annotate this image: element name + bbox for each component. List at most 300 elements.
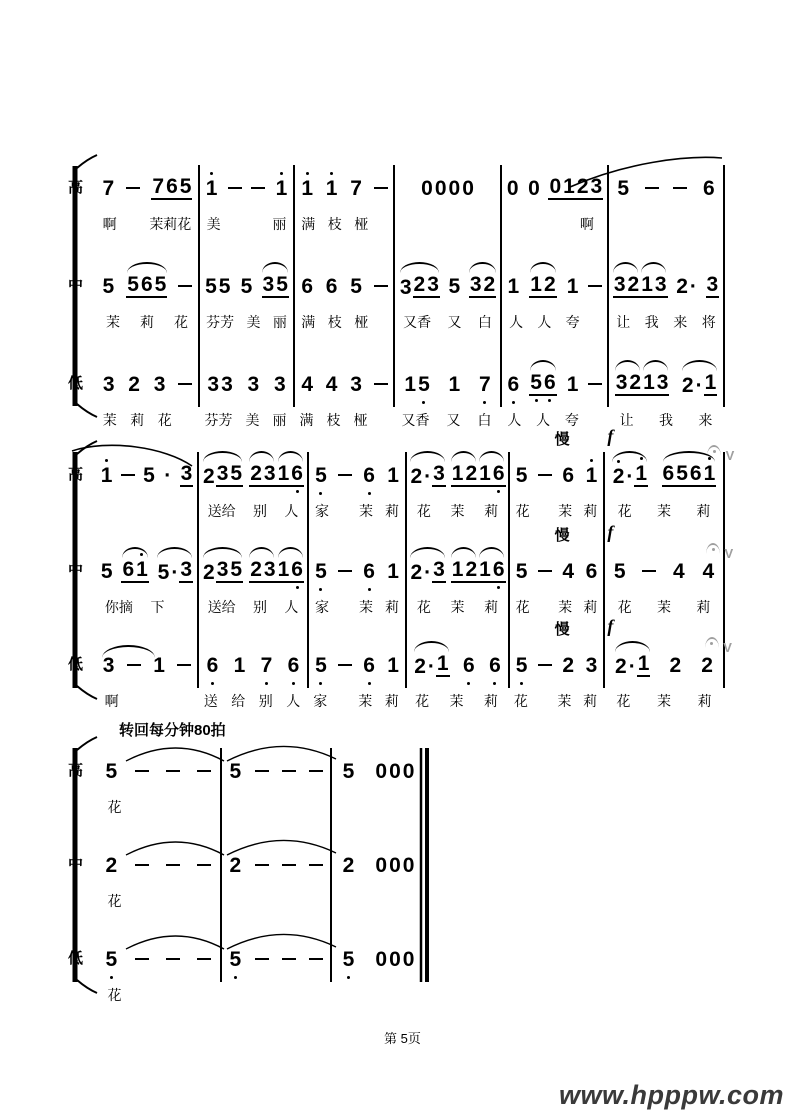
note-group: 6 — [702, 176, 715, 200]
note-group: 1 — [448, 372, 461, 396]
system-3 — [68, 748, 425, 1018]
lyric: 别 — [252, 599, 267, 615]
tempo-marking: 转回每分钟80拍 — [119, 722, 226, 739]
note-group: 6 — [301, 274, 314, 298]
octave-dot-high — [306, 172, 309, 175]
lyric: 人 — [537, 314, 552, 330]
dash-note — [135, 770, 149, 773]
note-group: 1 — [507, 274, 520, 298]
dash-note — [538, 664, 552, 667]
measure-lyrics — [307, 594, 405, 642]
measure-lyrics — [393, 309, 500, 361]
octave-dot-high — [280, 172, 283, 175]
note-group: 5 — [342, 759, 355, 783]
dash-note — [197, 958, 211, 961]
note-group: 3 2 1 3 — [615, 371, 669, 394]
lyric: 花 — [107, 893, 122, 909]
voice-label: 高 — [68, 179, 84, 196]
lyric: 人 — [286, 693, 301, 709]
measure-lyrics — [307, 688, 405, 724]
measure-lyrics — [197, 594, 307, 642]
lyric: 莉 — [583, 503, 598, 519]
measure-lyrics — [96, 888, 220, 936]
measure-notes — [405, 452, 508, 498]
octave-dot-high — [140, 553, 143, 556]
measure-lyrics — [197, 498, 307, 548]
measure-lyrics — [607, 407, 725, 446]
lyric: 我 — [658, 412, 673, 428]
voice-label: 低 — [68, 656, 84, 673]
measure-notes — [293, 165, 393, 211]
note-group: 1 — [387, 653, 399, 677]
note-group: 4 — [673, 559, 685, 583]
measure-notes — [307, 642, 405, 688]
note-group: 0 — [506, 176, 519, 200]
measure-lyrics — [96, 688, 197, 724]
lyric: 花 — [515, 503, 530, 519]
note-group: 7 6 5 — [152, 175, 192, 198]
lyric: 莉 — [697, 693, 712, 709]
lyric: 莉 — [384, 693, 399, 709]
lyric: 枝 — [326, 412, 341, 428]
lyric: 人 — [507, 412, 522, 428]
note-group: 7 — [102, 176, 115, 200]
note-group: 3 — [102, 653, 115, 677]
lyric: 又 — [446, 412, 461, 428]
lyric: 枝 — [327, 216, 342, 232]
measure-notes — [197, 548, 307, 594]
octave-dot-low — [292, 682, 295, 685]
octave-dot-low — [497, 586, 500, 589]
lyric: 莉 — [140, 314, 154, 330]
note-group: 3 — [180, 462, 193, 485]
measure-notes — [603, 616, 732, 688]
lyric: 来 — [673, 314, 688, 330]
dash-note — [255, 770, 269, 773]
lyric: 花 — [617, 503, 632, 519]
dash-note — [197, 770, 211, 773]
measure-lyrics — [500, 309, 607, 361]
octave-dot-low — [319, 682, 322, 685]
measure-notes — [96, 936, 220, 982]
note-group: 2 · 3 — [410, 558, 445, 584]
note-group: 1 2 — [530, 273, 556, 296]
lyric: 莉 — [130, 412, 145, 428]
lyric: 下 — [150, 599, 165, 615]
watermark: www.hpppw.com — [559, 1080, 784, 1110]
note-group: 5 — [314, 561, 328, 582]
note-group: 2 3 1 6 — [249, 559, 304, 583]
octave-dot-low — [467, 682, 470, 685]
lyric: 啊 — [102, 216, 117, 232]
lyric: 家 — [313, 693, 328, 709]
octave-dot-low — [296, 586, 299, 589]
note-group: 7 — [478, 374, 492, 395]
note-group: 5 — [342, 949, 356, 970]
lyric: 我 — [644, 314, 659, 330]
measure-lyrics — [96, 211, 198, 263]
measure-notes — [500, 263, 607, 309]
measure-lyrics — [508, 688, 603, 724]
dash-note — [135, 958, 149, 961]
dash-note — [673, 187, 687, 190]
measure-notes — [96, 748, 220, 794]
note-group: 1 — [566, 372, 579, 396]
lyric: 莉 — [484, 503, 499, 519]
octave-dot-high — [330, 172, 333, 175]
measure-notes — [330, 748, 425, 794]
breath-mark: V — [725, 448, 735, 463]
lyric: 莉 — [385, 599, 399, 615]
lyric: 又香 — [401, 412, 430, 428]
note-group: 5 — [105, 759, 118, 783]
lyric: 丽 — [272, 314, 287, 330]
note-group: 0 0 0 — [375, 853, 415, 877]
measure-notes — [500, 361, 607, 407]
measure-lyrics — [220, 888, 330, 936]
note-group: 1 — [205, 178, 219, 199]
octave-dot-low — [497, 490, 500, 493]
expression-mark: 慢 — [554, 431, 570, 448]
lyric: 桠 — [353, 412, 368, 428]
note-group: 5 6 5 — [127, 273, 167, 296]
dash-note — [177, 664, 191, 667]
octave-dot-low — [422, 401, 425, 404]
note-group: · — [164, 463, 172, 487]
octave-dot-low — [296, 490, 299, 493]
measure-lyrics — [96, 309, 198, 361]
note-group: 1 — [153, 653, 165, 677]
octave-dot-high — [640, 457, 643, 460]
dash-note — [338, 570, 352, 573]
fermata — [707, 445, 721, 456]
octave-dot-low — [368, 682, 371, 685]
lyric: 茉 — [450, 599, 465, 615]
note-group: 4 — [562, 559, 575, 583]
note-group: 2 — [128, 372, 140, 396]
lyric: 美 — [206, 216, 221, 232]
note-group: 1 2 1 6 — [451, 559, 506, 583]
lyric: 茉 — [450, 503, 465, 519]
measure-lyrics — [293, 309, 393, 361]
lyric: 家 — [315, 503, 329, 519]
lyric: 茉 — [656, 503, 671, 519]
lyric: 丽 — [272, 216, 287, 232]
system-1 — [68, 165, 725, 446]
note-group: 6 — [287, 655, 301, 676]
measure-lyrics — [197, 688, 307, 724]
dash-note — [127, 664, 141, 667]
dash-note — [645, 187, 659, 190]
lyric: 莉 — [696, 599, 711, 615]
measure-lyrics — [603, 498, 725, 548]
lyric: 莉 — [583, 599, 598, 615]
octave-dot-low — [548, 399, 551, 402]
measure-notes — [96, 642, 197, 688]
note-group: 5 — [448, 274, 461, 298]
note-group: 2 · 1 — [615, 652, 650, 678]
lyric: 来 — [698, 412, 713, 428]
dash-note — [166, 958, 180, 961]
lyric: 花 — [415, 693, 430, 709]
lyric: 茉 — [557, 693, 572, 709]
measure-lyrics — [293, 407, 393, 443]
dash-note — [538, 474, 552, 477]
lyric: 花 — [416, 503, 431, 519]
note-group: 2 · 1 — [681, 371, 717, 397]
note-group: 5 — [515, 463, 528, 487]
lyric: 夸 — [565, 314, 580, 330]
lyric: 花 — [515, 599, 530, 615]
measure-lyrics — [607, 211, 725, 263]
measure-notes — [307, 452, 405, 498]
lyric: 满 — [301, 314, 316, 330]
lyric: 花 — [616, 693, 631, 709]
note-group: 1 — [300, 178, 314, 199]
measure-notes — [607, 263, 725, 309]
note-group: 5 — [143, 463, 155, 487]
measure-notes — [220, 842, 330, 888]
note-group: 2 · 3 — [410, 462, 445, 488]
note-group: 1 — [387, 559, 399, 583]
lyric: 给 — [231, 693, 246, 709]
measure-notes — [603, 522, 734, 594]
lyric: 别 — [252, 503, 267, 519]
lyric: 丽 — [272, 412, 287, 428]
lyric: 花 — [157, 412, 172, 428]
measure-lyrics — [330, 888, 425, 936]
measure-notes — [220, 936, 330, 982]
voice-label: 低 — [68, 375, 84, 392]
note-group: 5 — [314, 655, 328, 676]
dash-note — [309, 864, 323, 867]
measure-notes — [198, 165, 293, 211]
lyric: 人 — [284, 503, 299, 519]
octave-dot-low — [493, 682, 496, 685]
note-group: 2 · 1 — [612, 463, 648, 487]
note-group: 1 — [325, 178, 339, 199]
dash-note — [178, 285, 192, 288]
octave-dot-low — [512, 401, 515, 404]
lyric: 又 — [447, 314, 462, 330]
lyric: 让 — [619, 412, 634, 428]
measure-notes — [220, 748, 330, 794]
measure-notes — [198, 361, 293, 407]
lyric: 花 — [107, 987, 122, 1003]
dash-note — [374, 285, 388, 288]
measure-lyrics — [603, 594, 725, 642]
dash-note — [309, 958, 323, 961]
measure-notes — [96, 548, 197, 594]
note-group: 6 — [585, 559, 598, 583]
note-group: 6 — [362, 561, 376, 582]
measure-notes — [96, 263, 198, 309]
lyric: 花 — [416, 599, 431, 615]
measure-notes — [330, 842, 425, 888]
dash-note — [135, 864, 149, 867]
octave-dot-low — [265, 682, 268, 685]
lyric: 茉 — [449, 693, 464, 709]
note-group: 6 5 6 1 V — [662, 463, 717, 487]
lyric: 人 — [284, 599, 299, 615]
lyric: 送给 — [207, 503, 236, 519]
dash-note — [588, 383, 602, 386]
octave-dot-low — [347, 976, 350, 979]
note-group: 5 — [515, 559, 528, 583]
note-group: 2 — [342, 853, 355, 877]
dash-note — [374, 187, 388, 190]
note-group: 5 — [100, 559, 113, 583]
lyric: 满 — [299, 412, 314, 428]
note-group: 6 — [562, 463, 575, 487]
octave-dot-low — [234, 976, 237, 979]
measure-notes — [405, 548, 508, 594]
note-group: 0 0 0 — [375, 759, 415, 783]
note-group: 5 — [314, 465, 328, 486]
measure-notes — [508, 527, 603, 594]
measure-notes — [197, 642, 307, 688]
measure-notes — [393, 165, 500, 211]
note-group: 2 · 1 — [414, 652, 449, 678]
expression-mark: f — [607, 426, 614, 446]
expression-mark: f — [607, 616, 614, 636]
note-group: 3 — [102, 372, 115, 396]
measure-notes — [96, 165, 198, 211]
note-group: 0 0 0 — [375, 947, 415, 971]
lyric: 让 — [616, 314, 631, 330]
octave-dot-low — [483, 401, 486, 404]
note-group: 5 · 3 — [157, 558, 193, 584]
octave-dot-low — [520, 682, 523, 685]
expression-mark: 慢 — [554, 527, 570, 544]
note-group: 6 — [362, 465, 376, 486]
lyric: 满 — [301, 216, 316, 232]
expression-mark: f — [607, 522, 614, 542]
note-group: 0 — [528, 176, 540, 200]
measure-lyrics — [500, 407, 607, 443]
note-group: 3 2 — [469, 273, 496, 296]
measure-notes — [607, 165, 725, 211]
note-group: 2 — [669, 653, 682, 677]
note-group: 2 — [105, 853, 118, 877]
dash-note — [282, 770, 296, 773]
note-group: 7 — [350, 176, 362, 200]
note-group: 5 — [515, 655, 529, 676]
lyric: 莉 — [483, 693, 498, 709]
note-group: 3 — [706, 273, 719, 296]
measure-lyrics — [405, 688, 508, 724]
note-group: 3 — [153, 372, 166, 396]
lyric: 花 — [107, 799, 122, 815]
measure-notes — [293, 361, 393, 407]
measure-lyrics — [405, 594, 508, 642]
note-group: 5 — [617, 176, 630, 200]
lyric: 茉 — [106, 314, 120, 330]
lyric: 芬芳 — [206, 314, 235, 330]
dash-note — [166, 770, 180, 773]
lyric: 人 — [509, 314, 524, 330]
lyric: 啊 — [104, 693, 119, 709]
dash-note — [255, 958, 269, 961]
breath-mark: V — [723, 639, 732, 655]
dash-note — [642, 570, 656, 573]
note-group: 1 — [387, 463, 399, 487]
note-group: 3 3 — [207, 372, 233, 396]
measure-notes — [405, 642, 508, 688]
measure-lyrics — [96, 498, 197, 548]
note-group: 2 3 1 6 — [249, 463, 304, 487]
system-2 — [68, 426, 735, 724]
expression-mark: 慢 — [554, 621, 570, 638]
lyric: 茉莉花 — [149, 216, 192, 232]
page-number: 第 5页 — [384, 1031, 421, 1046]
note-group: 2 V — [700, 655, 714, 676]
dash-note — [309, 770, 323, 773]
lyric: 茉 — [558, 503, 573, 519]
octave-dot-high — [590, 459, 593, 462]
note-group: 5 — [350, 274, 362, 298]
note-group: 5 6 — [529, 372, 556, 396]
lyric: 你摘 — [104, 599, 133, 615]
note-group: 3 — [247, 372, 260, 396]
lyric: 白 — [477, 314, 492, 330]
dash-note — [126, 187, 140, 190]
note-group: 2 3 5 — [203, 558, 243, 584]
octave-dot-high — [105, 459, 108, 462]
measure-notes — [393, 361, 500, 407]
note-group: 4 V — [701, 561, 715, 582]
lyric: 茉 — [656, 693, 671, 709]
measure-lyrics — [198, 309, 293, 361]
lyric: 啊 — [579, 216, 594, 232]
octave-dot-high — [210, 172, 213, 175]
measure-lyrics — [198, 211, 293, 263]
note-group: 1 — [100, 465, 114, 486]
measure-notes — [307, 548, 405, 594]
lyric: 茉 — [358, 693, 373, 709]
note-group: 1 — [585, 465, 599, 486]
lyric: 白 — [477, 412, 492, 428]
note-group: 1 2 1 6 — [451, 463, 506, 487]
measure-lyrics — [330, 982, 425, 1018]
voice-label: 中 — [68, 856, 84, 873]
note-group: 7 — [260, 655, 274, 676]
measure-lyrics — [607, 309, 725, 361]
dash-note — [338, 664, 352, 667]
octave-dot-low — [368, 492, 371, 495]
dash-note — [338, 474, 352, 477]
breath-mark: V — [724, 545, 734, 561]
octave-dot-low — [211, 682, 214, 685]
measure-lyrics — [96, 794, 220, 842]
octave-dot-high — [617, 460, 620, 463]
measure-lyrics — [393, 407, 500, 443]
lyric: 美 — [245, 412, 260, 428]
lyric: 茉 — [359, 503, 373, 519]
lyric: 别 — [258, 693, 273, 709]
measure-lyrics — [330, 794, 425, 842]
measure-notes — [500, 165, 607, 211]
lyric: 家 — [315, 599, 329, 615]
dash-note — [255, 864, 269, 867]
dash-note — [121, 474, 135, 477]
dash-note — [588, 285, 602, 288]
dash-note — [282, 864, 296, 867]
lyric: 又香 — [403, 314, 432, 330]
note-group: 0 1 2 3 — [549, 175, 603, 198]
measure-lyrics — [96, 982, 220, 1018]
note-group: 3 — [273, 372, 286, 396]
